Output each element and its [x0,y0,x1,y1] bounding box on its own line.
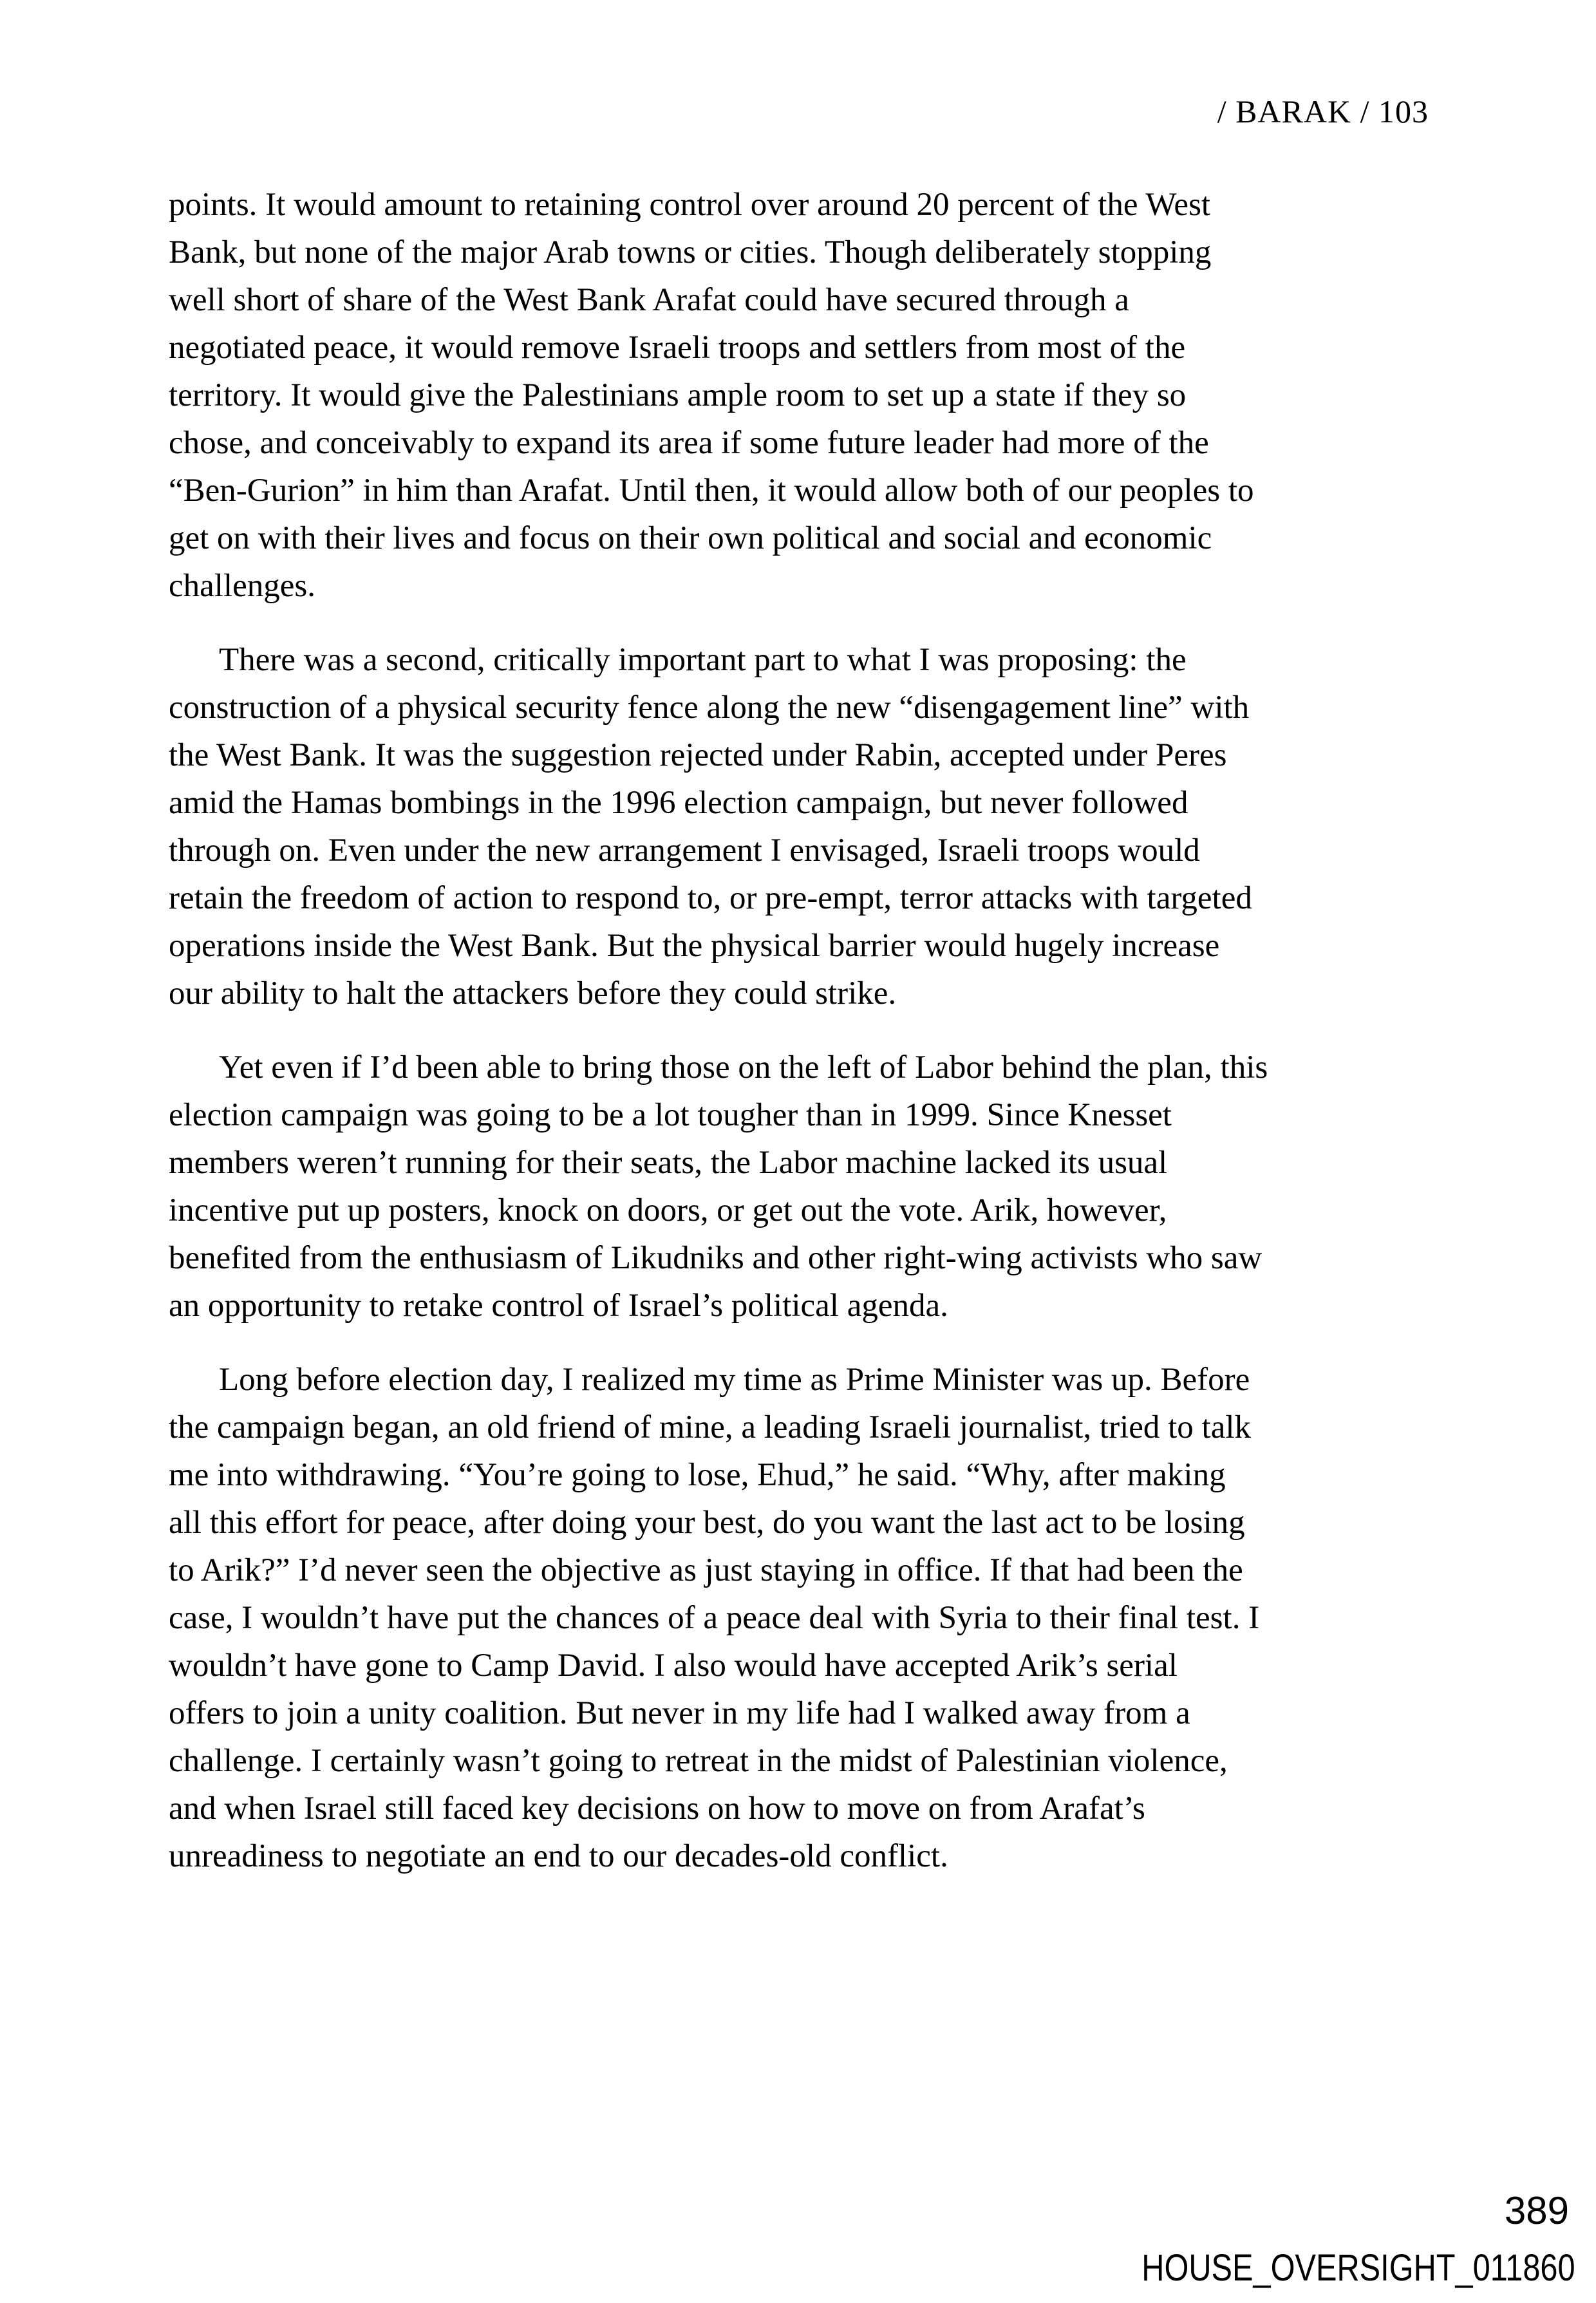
body-text [169,181,1456,1880]
text-line: There was a second, critically important part to what I was proposing: the [219,642,1187,678]
text-line: offers to join a unity coalition. But never in my life had I walked away from a [169,1695,1190,1731]
text-line: well short of share of the West Bank Arafat could have secured through a [169,282,1129,318]
text-line: wouldn’t have gone to Camp David. I also would have accepted Arik’s serial [169,1648,1178,1684]
text-line: all this effort for peace, after doing your best, do you want the last act to be losing [169,1505,1245,1541]
text-line: operations inside the West Bank. But the physical barrier would hugely increase [169,928,1220,964]
text-line: retain the freedom of action to respond to, or pre-empt, terror attacks with targeted [169,880,1252,916]
text-line: amid the Hamas bombings in the 1996 election campaign, but never followed [169,785,1188,821]
paragraph [169,1356,1456,1880]
text-line: Bank, but none of the major Arab towns or cities. Though deliberately stopping [169,234,1212,270]
text-line: to Arik?” I’d never seen the objective as just staying in office. If that had been the [169,1552,1243,1588]
paragraph [169,636,1456,1017]
text-line: the campaign began, an old friend of mine, a leading Israeli journalist, tried to talk [169,1409,1252,1445]
text-line: benefited from the enthusiasm of Likudniks and other right-wing activists who saw [169,1240,1263,1276]
text-line: me into withdrawing. “You’re going to lose, Ehud,” he said. “Why, after making [169,1457,1226,1493]
paragraph [169,1044,1456,1330]
text-line: Long before election day, I realized my time as Prime Minister was up. Before [219,1362,1250,1398]
text-line: the West Bank. It was the suggestion rejected under Rabin, accepted under Peres [169,737,1227,773]
text-line: and when Israel still faced key decisions on how to move on from Arafat’s [169,1791,1145,1827]
paragraph [169,181,1456,610]
page-number: 389 [1504,2189,1569,2232]
text-line: points. It would amount to retaining control over around 20 percent of the West [169,187,1211,223]
text-line: case, I wouldn’t have put the chances of a peace deal with Syria to their final test. I [169,1600,1260,1636]
text-line: territory. It would give the Palestinians ample room to set up a state if they so [169,377,1187,413]
bates-stamp: HOUSE_OVERSIGHT_011860 [1141,2247,1575,2289]
text-line: challenges. [169,568,315,604]
text-line: Yet even if I’d been able to bring those on the left of Labor behind the plan, this [219,1049,1268,1086]
text-line: members weren’t running for their seats, the Labor machine lacked its usual [169,1145,1168,1181]
text-line: an opportunity to retake control of Israel’s political agenda. [169,1288,948,1324]
text-line: get on with their lives and focus on their own political and social and economic [169,520,1212,556]
text-line: incentive put up posters, knock on doors, or get out the vote. Arik, however, [169,1192,1167,1228]
text-line: negotiated peace, it would remove Israeli troops and settlers from most of the [169,330,1186,366]
text-line: unreadiness to negotiate an end to our decades-old conflict. [169,1838,948,1874]
text-line: through on. Even under the new arrangement I envisaged, Israeli troops would [169,832,1200,869]
text-line: “Ben-Gurion” in him than Arafat. Until then, it would allow both of our peoples to [169,473,1254,509]
text-line: challenge. I certainly wasn’t going to retreat in the midst of Palestinian violence, [169,1743,1228,1779]
running-header: / BARAK / 103 [1217,93,1429,129]
text-line: chose, and conceivably to expand its area if some future leader had more of the [169,425,1209,461]
text-line: election campaign was going to be a lot tougher than in 1999. Since Knesset [169,1097,1172,1133]
text-line: construction of a physical security fence along the new “disengagement line” with [169,690,1250,726]
text-line: our ability to halt the attackers before they could strike. [169,975,897,1011]
